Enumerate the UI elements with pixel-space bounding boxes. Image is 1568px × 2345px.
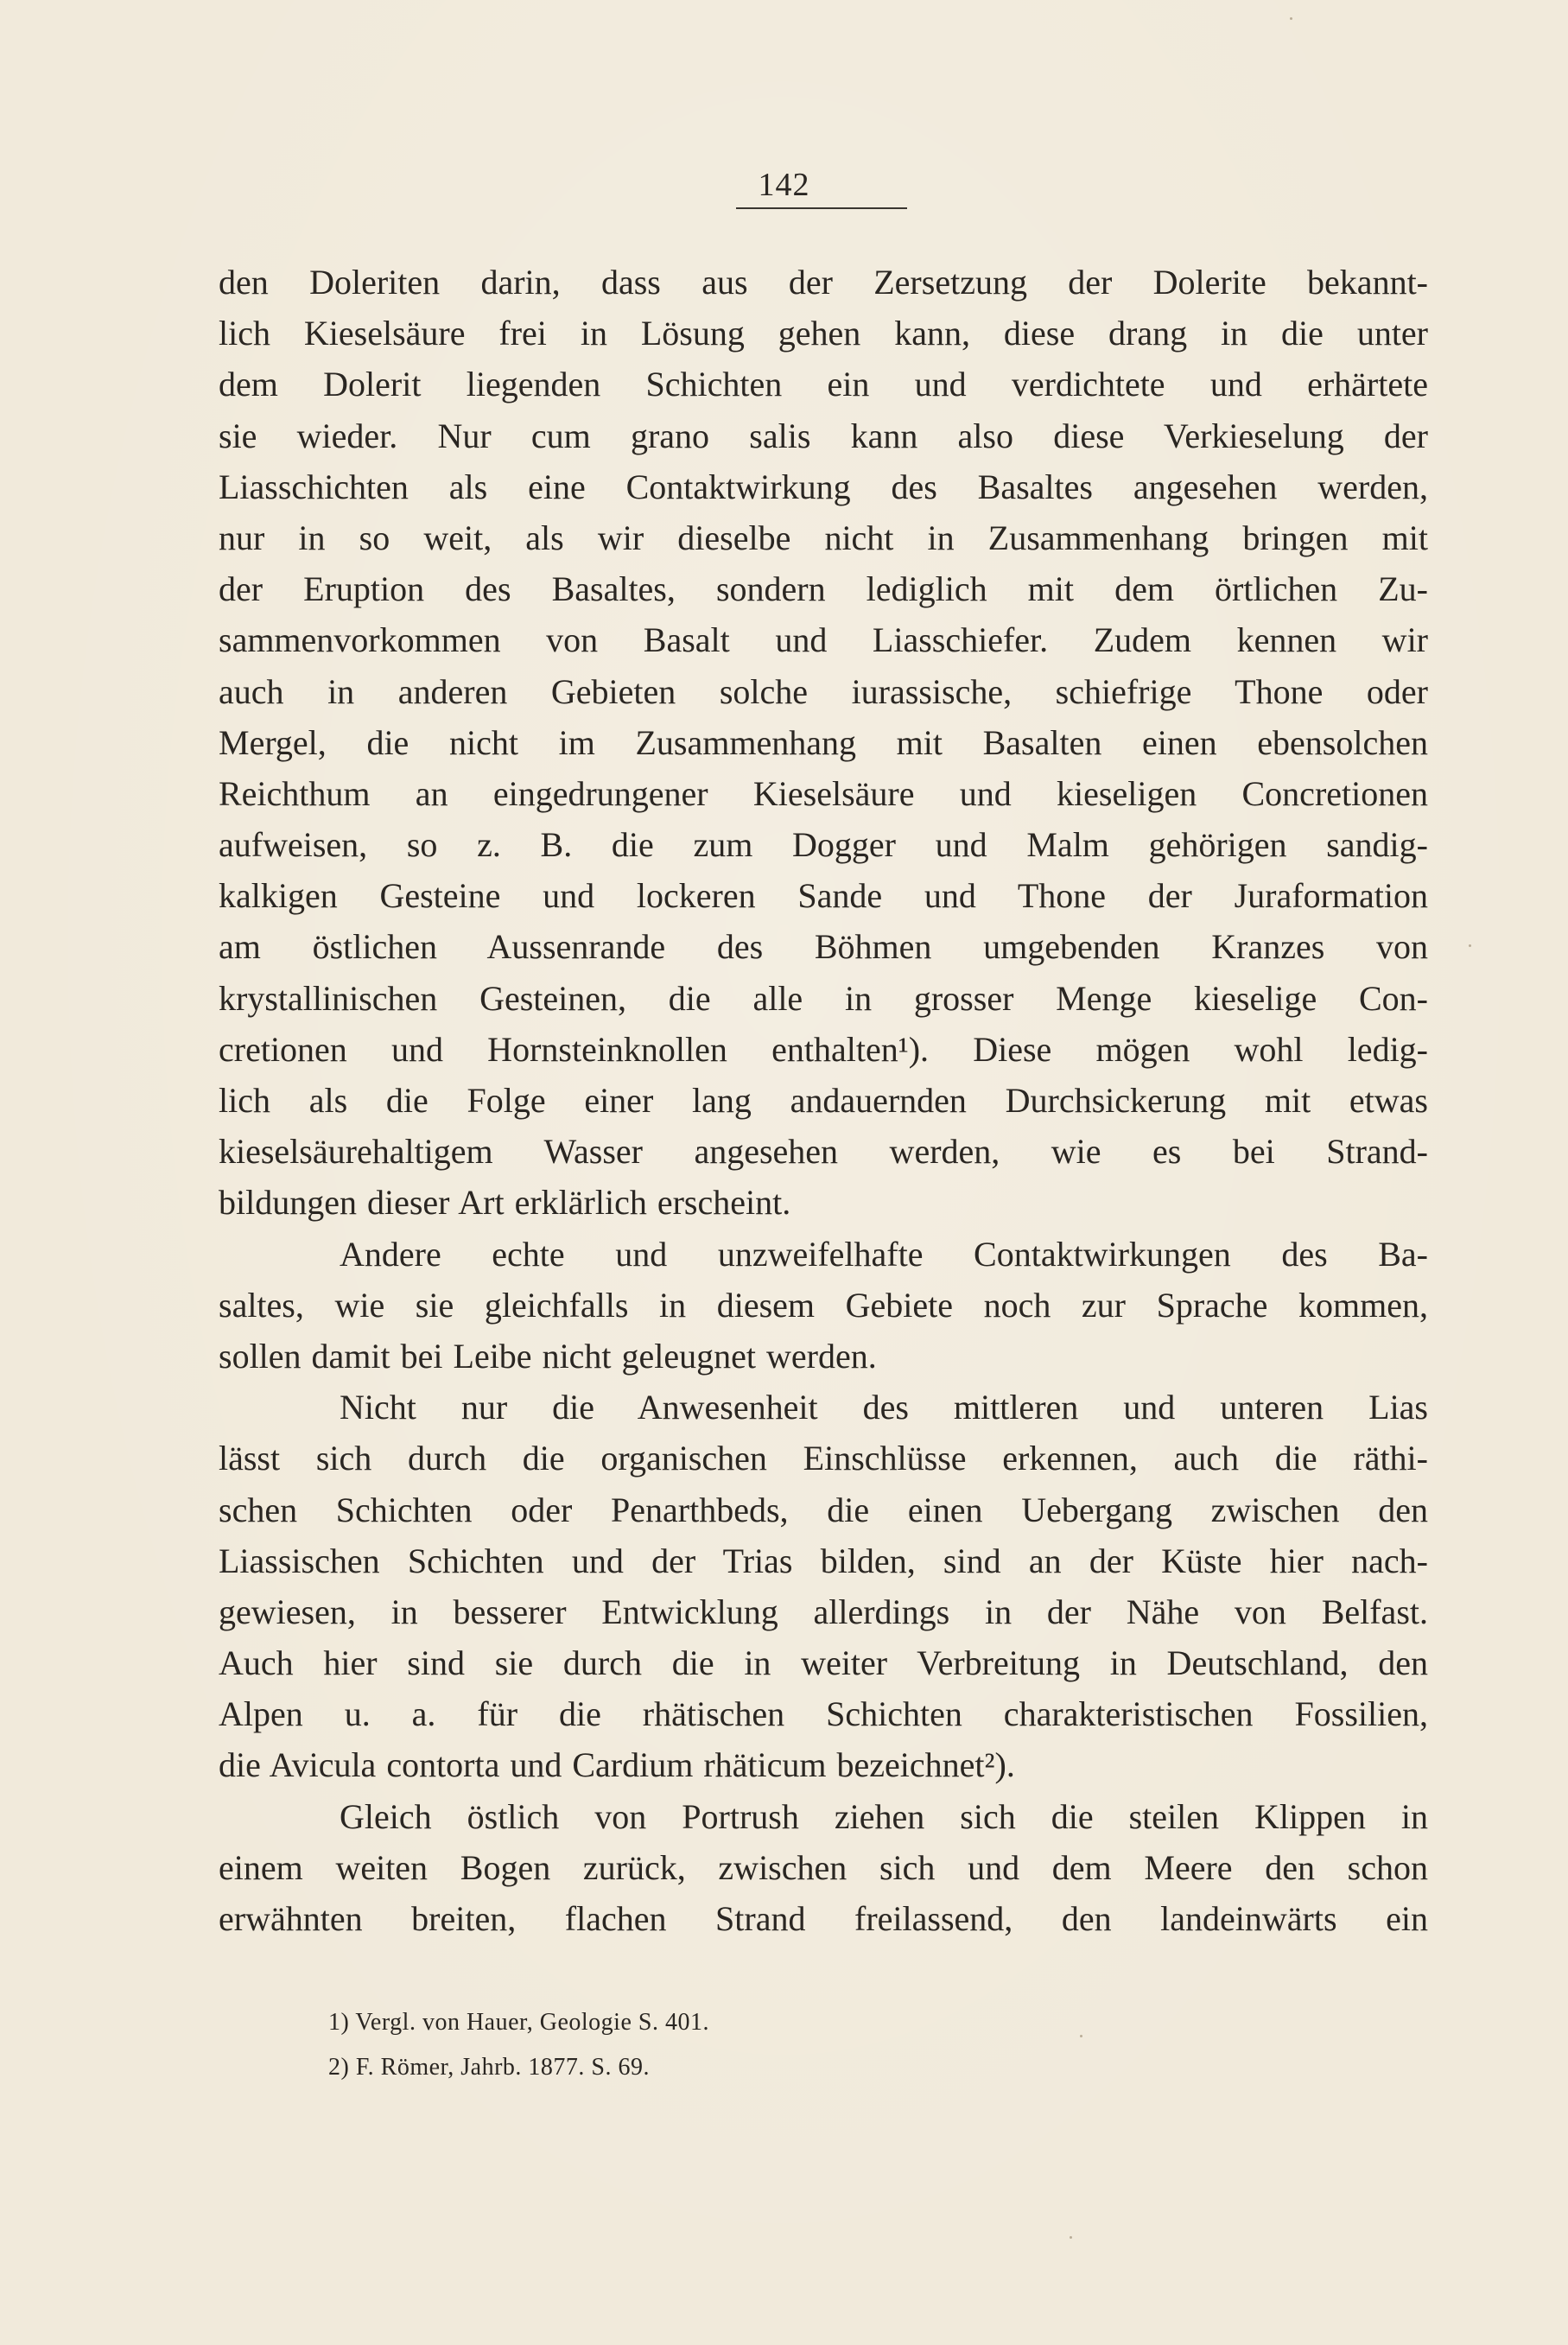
text-line: auch in anderen Gebieten solche iurassische, schiefrige Thone oder [219, 671, 1428, 711]
text-line: bildungen dieser Art erklärlich erscheint. [219, 1183, 791, 1223]
text-line: gewiesen, in besserer Entwicklung allerdings in der Nähe von Belfast. [219, 1592, 1428, 1631]
text-line: sammenvorkommen von Basalt und Liasschiefer. Zudem kennen wir [219, 620, 1428, 660]
text-line: Mergel, die nicht im Zusammenhang mit Basalten einen ebensolchen [219, 722, 1428, 762]
text-line: sie wieder. Nur cum grano salis kann also diese Verkieselung der [219, 416, 1428, 455]
paper-speck [1290, 17, 1292, 20]
text-line: kieselsäurehaltigem Wasser angesehen werden, wie es bei Strand- [219, 1132, 1428, 1172]
paper-speck [1080, 2035, 1082, 2037]
text-line: die Avicula contorta und Cardium rhäticum bezeichnet²). [219, 1745, 1015, 1785]
text-line: lich als die Folge einer lang andauernden Durchsickerung mit etwas [219, 1081, 1428, 1120]
page-number: 142 [758, 167, 810, 203]
page-number-rule [736, 207, 907, 209]
text-line: schen Schichten oder Penarthbeds, die einen Uebergang zwischen den [219, 1490, 1428, 1529]
text-line: sollen damit bei Leibe nicht geleugnet werden. [219, 1336, 877, 1376]
text-line: Auch hier sind sie durch die in weiter Verbreitung in Deutschland, den [219, 1643, 1428, 1683]
text-line: Gleich östlich von Portrush ziehen sich die steilen Klippen in [340, 1796, 1428, 1836]
text-line: einem weiten Bogen zurück, zwischen sich und dem Meere den schon [219, 1847, 1428, 1887]
text-line: erwähnten breiten, flachen Strand freilassend, den landeinwärts ein [219, 1899, 1428, 1938]
paper-speck [1070, 2236, 1072, 2239]
text-line: Reichthum an eingedrungener Kieselsäure und kieseligen Concretionen [219, 773, 1428, 813]
text-line: saltes, wie sie gleichfalls in diesem Gebiete noch zur Sprache kommen, [219, 1285, 1428, 1325]
text-line: Nicht nur die Anwesenheit des mittleren und unteren Lias [340, 1388, 1428, 1427]
text-line: aufweisen, so z. B. die zum Dogger und Malm gehörigen sandig- [219, 825, 1428, 865]
footnote: 1) Vergl. von Hauer, Geologie S. 401. [328, 2009, 709, 2036]
text-line: dem Dolerit liegenden Schichten ein und verdichtete und erhärtete [219, 365, 1428, 404]
text-line: lich Kieselsäure frei in Lösung gehen kann, diese drang in die unter [219, 314, 1428, 353]
text-line: Liasschichten als eine Contaktwirkung des Basaltes angesehen werden, [219, 467, 1428, 506]
text-line: Andere echte und unzweifelhafte Contaktwirkungen des Ba- [340, 1234, 1428, 1274]
text-line: Liassischen Schichten und der Trias bilden, sind an der Küste hier nach- [219, 1541, 1428, 1580]
text-line: der Eruption des Basaltes, sondern lediglich mit dem örtlichen Zu- [219, 569, 1428, 609]
text-line: am östlichen Aussenrande des Böhmen umgebenden Kranzes von [219, 927, 1428, 967]
text-line: kalkigen Gesteine und lockeren Sande und Thone der Juraformation [219, 876, 1428, 916]
text-line: Alpen u. a. für die rhätischen Schichten charakteristischen Fossilien, [219, 1694, 1428, 1734]
text-line: krystallinischen Gesteinen, die alle in grosser Menge kieselige Con- [219, 978, 1428, 1018]
paper-speck [1469, 944, 1471, 947]
text-line: lässt sich durch die organischen Einschlüsse erkennen, auch die räthi- [219, 1439, 1428, 1478]
text-line: nur in so weit, als wir dieselbe nicht in Zusammenhang bringen mit [219, 518, 1428, 557]
body-text [219, 257, 1428, 1944]
footnote: 2) F. Römer, Jahrb. 1877. S. 69. [328, 2054, 650, 2081]
text-line: cretionen und Hornsteinknollen enthalten¹). Diese mögen wohl ledig- [219, 1029, 1428, 1069]
footnotes [328, 2000, 1106, 2090]
text-line: den Doleriten darin, dass aus der Zersetzung der Dolerite bekannt- [219, 263, 1428, 302]
